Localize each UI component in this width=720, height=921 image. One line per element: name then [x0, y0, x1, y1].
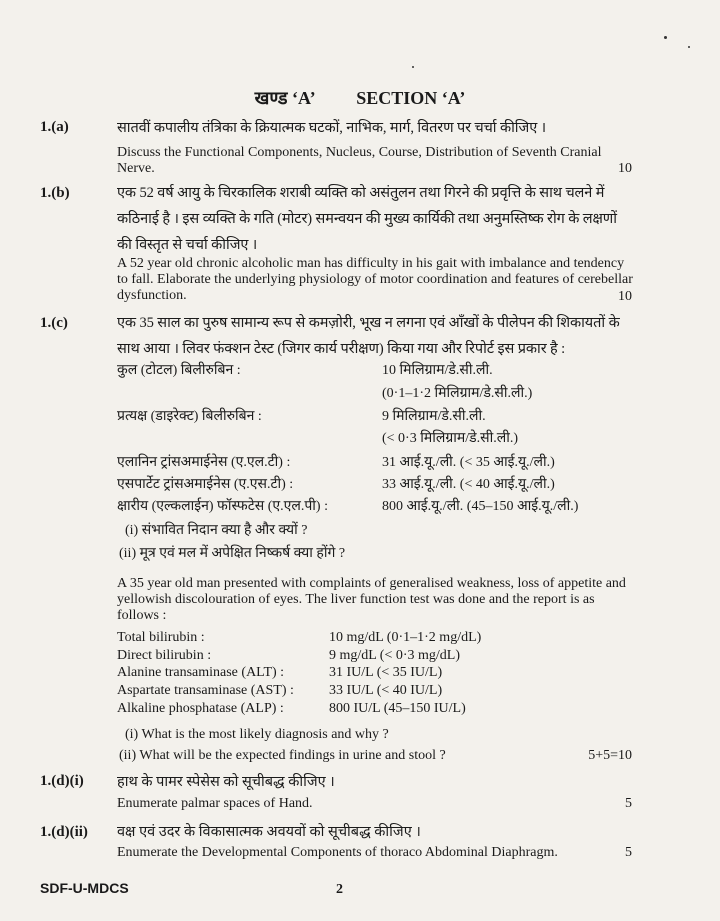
- test-value-english: 9 mg/dL (< 0·3 mg/dL): [329, 648, 461, 663]
- test-name-hindi: क्षारीय (एल्कलाईन) फॉस्फटेस (ए.एल.पी) :: [117, 499, 328, 514]
- question-marks: 5: [625, 845, 632, 860]
- test-value-english: 800 IU/L (45–150 IU/L): [329, 701, 466, 716]
- question-marks: 10: [618, 161, 632, 176]
- test-value-english: 33 IU/L (< 40 IU/L): [329, 683, 443, 698]
- test-value-hindi: 10 मिलिग्राम/डे.सी.ली.: [382, 363, 493, 378]
- test-range-hindi: (< 0·3 मिलिग्राम/डे.सी.ली.): [382, 431, 518, 446]
- test-value-english: 31 IU/L (< 35 IU/L): [329, 665, 443, 680]
- question-hindi: एक 52 वर्ष आयु के चिरकालिक शराबी व्यक्ति को असंतुलन तथा गिरने की प्रवृत्ति के साथ चलने में कठिनाई है । इस व्यक्ति के गति (मोटर) समन्वयन की मुख्य कार्यिकी तथा अनुमस्तिष्क रोग के लक्षणों की विस्तृत से चर्चा कीजिए ।: [117, 185, 617, 253]
- question-english: A 52 year old chronic alcoholic man has difficulty in his gait with imbalance and tendency to fall. Elaborate the underlying physiology of motor coordination and features of cerebellar dysfunction.: [117, 256, 633, 303]
- subquestion-hindi: (ii) मूत्र एवं मल में अपेक्षित निष्कर्ष क्या होंगे ?: [119, 546, 346, 561]
- scan-speck: [688, 46, 690, 48]
- question-hindi: सातवीं कपालीय तंत्रिका के क्रियात्मक घटकों, नाभिक, मार्ग, वितरण पर चर्चा कीजिए ।: [117, 120, 547, 136]
- question-marks: 10: [618, 289, 632, 304]
- question-number: 1.(b): [40, 185, 70, 201]
- test-name-hindi: एसपार्टेट ट्रांसअमाईनेस (ए.एस.टी) :: [117, 477, 294, 492]
- test-value-hindi: 33 आई.यू./ली. (< 40 आई.यू./ली.): [382, 477, 555, 492]
- scan-speck: [664, 36, 667, 39]
- question-number: 1.(d)(i): [40, 773, 84, 789]
- subquestion-english: (i) What is the most likely diagnosis and why ?: [125, 727, 389, 742]
- test-value-hindi: 31 आई.यू./ली. (< 35 आई.यू./ली.): [382, 455, 555, 470]
- test-name-english: Total bilirubin :: [117, 630, 205, 645]
- question-number: 1.(d)(ii): [40, 824, 88, 840]
- question-english: Enumerate palmar spaces of Hand.: [117, 796, 313, 811]
- test-name-english: Alanine transaminase (ALT) :: [117, 665, 285, 680]
- question-hindi: हाथ के पामर स्पेसेस को सूचीबद्ध कीजिए ।: [117, 774, 335, 790]
- test-name-english: Alkaline phosphatase (ALP) :: [117, 701, 284, 716]
- question-marks: 5+5=10: [588, 748, 632, 763]
- question-number: 1.(c): [40, 315, 68, 331]
- subquestion-english: (ii) What will be the expected findings in urine and stool ?: [119, 748, 446, 763]
- test-value-english: 10 mg/dL (0·1–1·2 mg/dL): [329, 630, 482, 645]
- scan-speck: [412, 66, 414, 68]
- question-marks: 5: [625, 796, 632, 811]
- test-name-hindi: एलानिन ट्रांसअमाईनेस (ए.एल.टी) :: [117, 455, 291, 470]
- test-name-hindi: कुल (टोटल) बिलीरुबिन :: [117, 363, 241, 378]
- section-title-hindi: खण्ड ‘A’: [254, 88, 316, 108]
- page-number: 2: [336, 882, 343, 897]
- question-english: A 35 year old man presented with complaints of generalised weakness, loss of appetite and yellowish discolouration of eyes. The liver function test was done and the report is as follows :: [117, 576, 626, 623]
- test-name-english: Aspartate transaminase (AST) :: [117, 683, 294, 698]
- question-hindi: वक्ष एवं उदर के विकासात्मक अवयवों को सूचीबद्ध कीजिए ।: [117, 824, 421, 840]
- question-number: 1.(a): [40, 119, 69, 135]
- question-hindi: एक 35 साल का पुरुष सामान्य रूप से कमज़ोरी, भूख न लगना एवं आँखों के पीलेपन की शिकायतों के साथ आया । लिवर फंक्शन टेस्ट (जिगर कार्य परीक्षण) किया गया और रिपोर्ट इस प्रकार है :: [117, 315, 620, 357]
- test-name-english: Direct bilirubin :: [117, 648, 212, 663]
- section-title-english: SECTION ‘A’: [356, 88, 466, 108]
- test-range-hindi: (0·1–1·2 मिलिग्राम/डे.सी.ली.): [382, 386, 533, 401]
- test-value-hindi: 9 मिलिग्राम/डे.सी.ली.: [382, 409, 486, 424]
- test-value-hindi: 800 आई.यू./ली. (45–150 आई.यू./ली.): [382, 499, 579, 514]
- test-name-hindi: प्रत्यक्ष (डाइरेक्ट) बिलीरुबिन :: [117, 409, 262, 424]
- question-english: Enumerate the Developmental Components of thoraco Abdominal Diaphragm.: [117, 845, 558, 860]
- question-english: Discuss the Functional Components, Nucleus, Course, Distribution of Seventh Cranial Nerve.: [117, 145, 602, 176]
- subquestion-hindi: (i) संभावित निदान क्या है और क्यों ?: [125, 523, 308, 538]
- section-header: [0, 86, 720, 110]
- paper-code: SDF-U-MDCS: [40, 880, 129, 896]
